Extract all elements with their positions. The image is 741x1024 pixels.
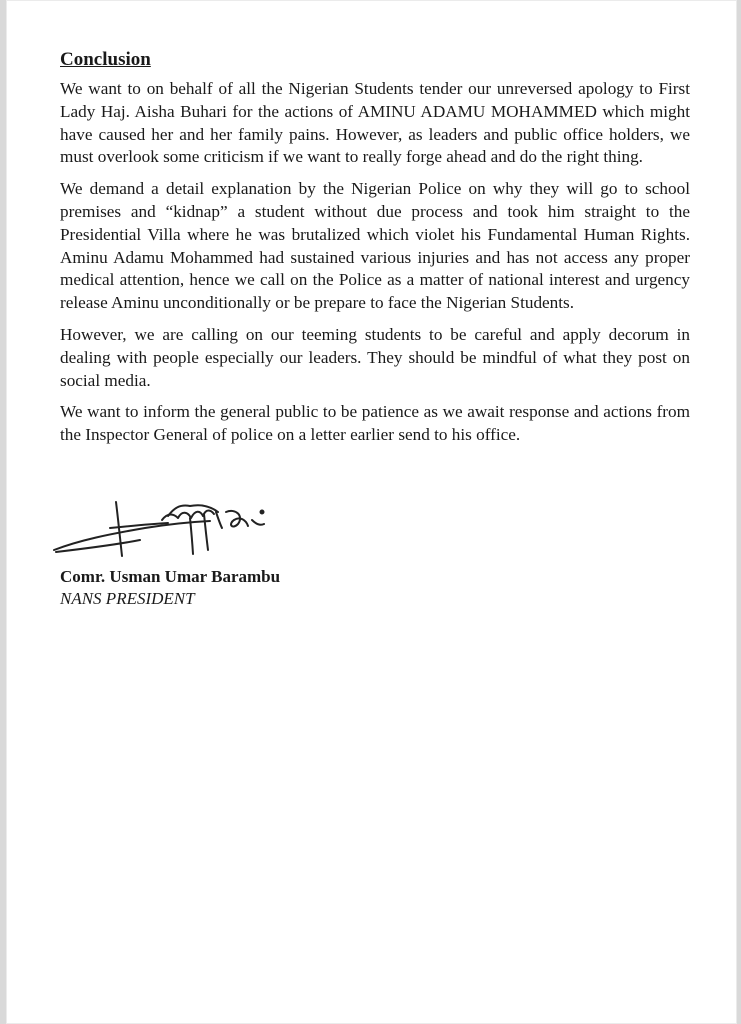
paragraph-caution: However, we are calling on our teeming students to be careful and apply decorum in dealing with people especially our leaders. They should be mindful of what they post on social media.	[60, 324, 690, 390]
handwritten-signature	[50, 498, 280, 564]
document-body	[60, 48, 690, 456]
signature-block	[60, 566, 280, 610]
paragraph-demand: We demand a detail explanation by the Nigerian Police on why they will go to school premises and “kidnap” a student without due process and took him straight to the Presidential Villa where he was brutalized which violet his Fundamental Human Rights. Aminu Adamu Mohammed had sustained various injuries and has not access any proper medical attention, hence we call on the Police as a matter of national interest and urgency release Aminu unconditionally or be prepare to face the Nigerian Students.	[60, 179, 690, 313]
section-heading: Conclusion	[60, 49, 151, 70]
paragraph-notice: We want to inform the general public to be patience as we await response and actions from the Inspector General of police on a letter earlier send to his office.	[60, 402, 690, 445]
signer-title: NANS PRESIDENT	[60, 589, 195, 608]
paragraph-apology: We want to on behalf of all the Nigerian Students tender our unreversed apology to First Lady Haj. Aisha Buhari for the actions of AMINU ADAMU MOHAMMED which might have caused her and her family pains. However, as leaders and public office holders, we must overlook some criticism if we want to really forge ahead and do the right thing.	[60, 79, 690, 167]
signer-name: Comr. Usman Umar Barambu	[60, 567, 281, 586]
document-page	[6, 0, 737, 1024]
